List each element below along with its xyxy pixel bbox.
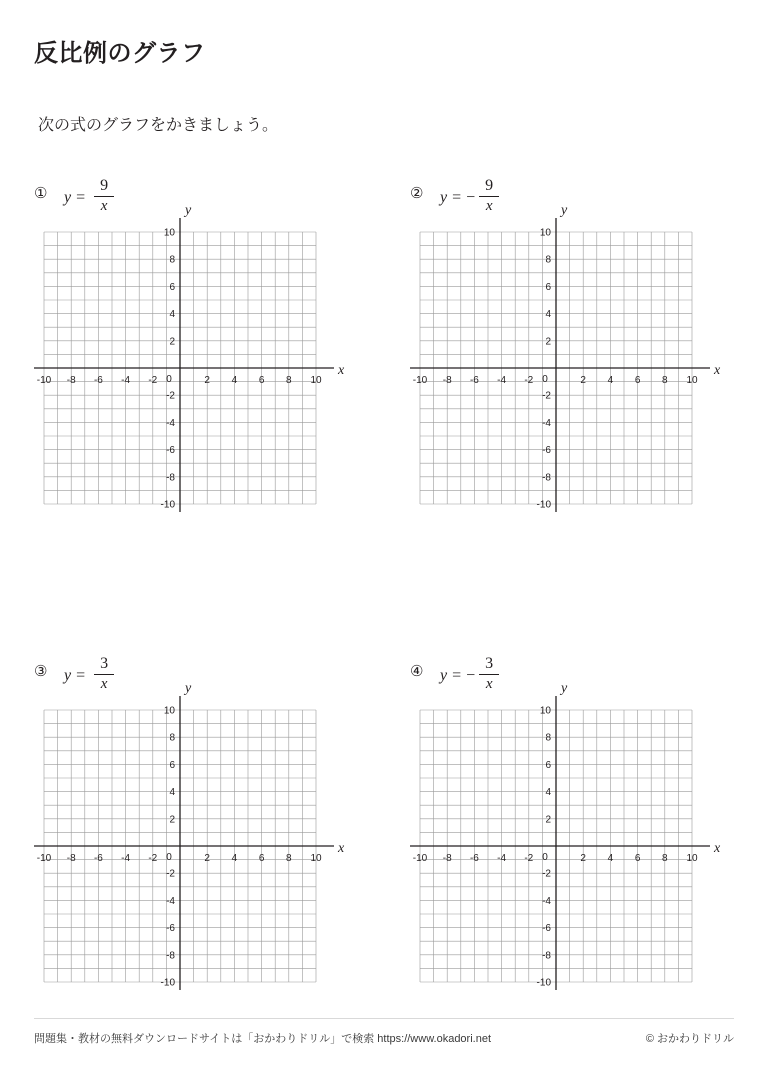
problem-4-denominator: x xyxy=(485,676,493,692)
problem-3-denominator: x xyxy=(100,676,108,692)
svg-text:0: 0 xyxy=(542,374,548,385)
problem-1-lhs: y xyxy=(64,189,72,206)
svg-text:10: 10 xyxy=(163,227,175,239)
svg-text:2: 2 xyxy=(580,853,586,864)
problem-2-denominator: x xyxy=(485,198,493,214)
svg-text:10: 10 xyxy=(686,375,698,386)
svg-text:6: 6 xyxy=(634,375,641,386)
svg-text:-8: -8 xyxy=(66,853,76,864)
svg-text:8: 8 xyxy=(169,732,175,744)
svg-text:-10: -10 xyxy=(36,375,52,386)
problem-4-lhs: y xyxy=(440,667,448,684)
svg-text:2: 2 xyxy=(204,853,210,864)
svg-text:8: 8 xyxy=(286,375,292,386)
svg-text:6: 6 xyxy=(258,375,265,386)
svg-text:x: x xyxy=(714,841,721,856)
svg-text:-6: -6 xyxy=(93,853,103,864)
problem-1-equals: = xyxy=(76,189,86,206)
svg-text:8: 8 xyxy=(662,375,668,386)
problem-1-fraction xyxy=(94,178,114,214)
svg-text:4: 4 xyxy=(231,853,238,864)
svg-text:2: 2 xyxy=(545,336,551,348)
svg-text:-2: -2 xyxy=(542,390,551,402)
problem-3-equals: = xyxy=(76,667,86,684)
svg-text:2: 2 xyxy=(169,814,175,826)
problem-1 xyxy=(32,172,372,526)
svg-text:10: 10 xyxy=(310,853,322,864)
svg-text:-10: -10 xyxy=(412,375,428,386)
svg-text:6: 6 xyxy=(545,281,551,293)
svg-text:0: 0 xyxy=(542,852,548,863)
problem-4-heading xyxy=(408,650,748,694)
svg-text:-6: -6 xyxy=(166,923,175,935)
svg-text:-8: -8 xyxy=(542,950,551,962)
svg-text:10: 10 xyxy=(686,853,698,864)
svg-text:-6: -6 xyxy=(542,923,551,935)
svg-text:0: 0 xyxy=(166,374,172,385)
svg-text:-8: -8 xyxy=(66,375,76,386)
problem-2-sign: − xyxy=(466,189,476,206)
problem-1-number: ① xyxy=(34,185,48,202)
svg-text:-8: -8 xyxy=(542,472,551,484)
coordinate-grid-1[interactable] xyxy=(32,203,372,526)
svg-text:-4: -4 xyxy=(121,853,131,864)
svg-text:8: 8 xyxy=(545,254,551,266)
svg-text:4: 4 xyxy=(169,309,175,321)
svg-text:-10: -10 xyxy=(536,977,551,989)
svg-text:x: x xyxy=(714,363,721,378)
svg-text:0: 0 xyxy=(166,852,172,863)
svg-text:-10: -10 xyxy=(160,977,175,989)
svg-text:x: x xyxy=(338,841,345,856)
svg-text:-4: -4 xyxy=(542,895,551,907)
svg-text:-8: -8 xyxy=(442,375,452,386)
svg-text:6: 6 xyxy=(258,853,265,864)
coordinate-grid-2[interactable] xyxy=(408,203,748,526)
svg-text:-2: -2 xyxy=(524,375,534,386)
svg-text:-4: -4 xyxy=(166,417,175,429)
svg-text:-10: -10 xyxy=(160,499,175,511)
problem-3-heading xyxy=(32,650,372,694)
coordinate-grid-3[interactable] xyxy=(32,681,372,1004)
problem-2-number: ② xyxy=(410,185,424,202)
problem-3-number: ③ xyxy=(34,663,48,680)
problem-2-equals: = xyxy=(452,189,462,206)
svg-text:8: 8 xyxy=(169,254,175,266)
svg-text:-8: -8 xyxy=(442,853,452,864)
svg-text:6: 6 xyxy=(169,281,175,293)
page-title: 反比例のグラフ xyxy=(34,40,206,67)
svg-text:y: y xyxy=(185,203,192,218)
svg-text:-10: -10 xyxy=(412,853,428,864)
svg-text:-6: -6 xyxy=(166,445,175,457)
svg-text:4: 4 xyxy=(545,309,551,321)
problem-3-numerator: 3 xyxy=(100,655,109,672)
svg-text:10: 10 xyxy=(310,375,322,386)
problem-3-equation xyxy=(64,655,114,694)
svg-text:-6: -6 xyxy=(469,375,479,386)
svg-text:x: x xyxy=(338,363,345,378)
svg-text:-4: -4 xyxy=(542,417,551,429)
problem-2-graph[interactable] xyxy=(408,203,748,526)
footer-right-text: © おかわりドリル xyxy=(645,1033,734,1045)
problem-1-equation xyxy=(64,177,114,216)
problem-2-fraction xyxy=(479,178,499,214)
svg-text:-8: -8 xyxy=(166,950,175,962)
svg-text:4: 4 xyxy=(231,375,238,386)
svg-text:4: 4 xyxy=(607,375,614,386)
svg-text:-6: -6 xyxy=(469,853,479,864)
problem-3 xyxy=(32,650,372,1004)
svg-text:4: 4 xyxy=(545,787,551,799)
problem-4-graph[interactable] xyxy=(408,681,748,1004)
svg-text:4: 4 xyxy=(607,853,614,864)
instruction-text: 次の式のグラフをかきましょう。 xyxy=(38,117,279,134)
svg-text:-6: -6 xyxy=(542,445,551,457)
svg-text:6: 6 xyxy=(634,853,641,864)
problem-1-numerator: 9 xyxy=(100,177,109,194)
svg-text:-2: -2 xyxy=(166,390,175,402)
svg-text:2: 2 xyxy=(545,814,551,826)
svg-text:2: 2 xyxy=(580,375,586,386)
problem-2-heading xyxy=(408,172,748,216)
svg-text:y: y xyxy=(561,203,568,218)
coordinate-grid-4[interactable] xyxy=(408,681,748,1004)
svg-text:-10: -10 xyxy=(36,853,52,864)
problem-4-sign: − xyxy=(466,667,476,684)
problem-4 xyxy=(408,650,748,1004)
svg-text:8: 8 xyxy=(286,853,292,864)
svg-text:-2: -2 xyxy=(524,853,534,864)
svg-text:8: 8 xyxy=(545,732,551,744)
problem-4-fraction xyxy=(479,656,499,692)
problem-1-graph[interactable] xyxy=(32,203,372,526)
problem-4-numerator: 3 xyxy=(485,655,494,672)
problem-3-fraction xyxy=(94,656,114,692)
svg-text:-4: -4 xyxy=(497,853,507,864)
svg-text:2: 2 xyxy=(169,336,175,348)
svg-text:8: 8 xyxy=(662,853,668,864)
svg-text:-6: -6 xyxy=(93,375,103,386)
problem-4-number: ④ xyxy=(410,663,424,680)
problem-4-equation xyxy=(440,655,499,694)
problem-2-equation xyxy=(440,177,499,216)
problem-2-numerator: 9 xyxy=(485,177,494,194)
problem-4-equals: = xyxy=(452,667,462,684)
footer-divider xyxy=(34,1018,734,1019)
svg-text:10: 10 xyxy=(539,227,551,239)
svg-text:y: y xyxy=(561,681,568,696)
svg-text:-4: -4 xyxy=(121,375,131,386)
svg-text:-8: -8 xyxy=(166,472,175,484)
svg-text:-4: -4 xyxy=(166,895,175,907)
footer-left-text: 問題集・教材の無料ダウンロードサイトは「おかわりドリル」で検索 https://www.okadori.net xyxy=(34,1033,492,1045)
svg-text:-2: -2 xyxy=(542,868,551,880)
problem-1-heading xyxy=(32,172,372,216)
svg-text:-2: -2 xyxy=(166,868,175,880)
problem-3-graph[interactable] xyxy=(32,681,372,1004)
svg-text:-2: -2 xyxy=(148,853,158,864)
svg-text:6: 6 xyxy=(169,759,175,771)
svg-text:4: 4 xyxy=(169,787,175,799)
svg-text:10: 10 xyxy=(163,705,175,717)
svg-text:-2: -2 xyxy=(148,375,158,386)
svg-text:2: 2 xyxy=(204,375,210,386)
svg-text:y: y xyxy=(185,681,192,696)
svg-text:10: 10 xyxy=(539,705,551,717)
problem-3-lhs: y xyxy=(64,667,72,684)
problem-2 xyxy=(408,172,748,526)
problem-2-lhs: y xyxy=(440,189,448,206)
svg-text:6: 6 xyxy=(545,759,551,771)
svg-text:-4: -4 xyxy=(497,375,507,386)
problem-1-denominator: x xyxy=(100,198,108,214)
svg-text:-10: -10 xyxy=(536,499,551,511)
